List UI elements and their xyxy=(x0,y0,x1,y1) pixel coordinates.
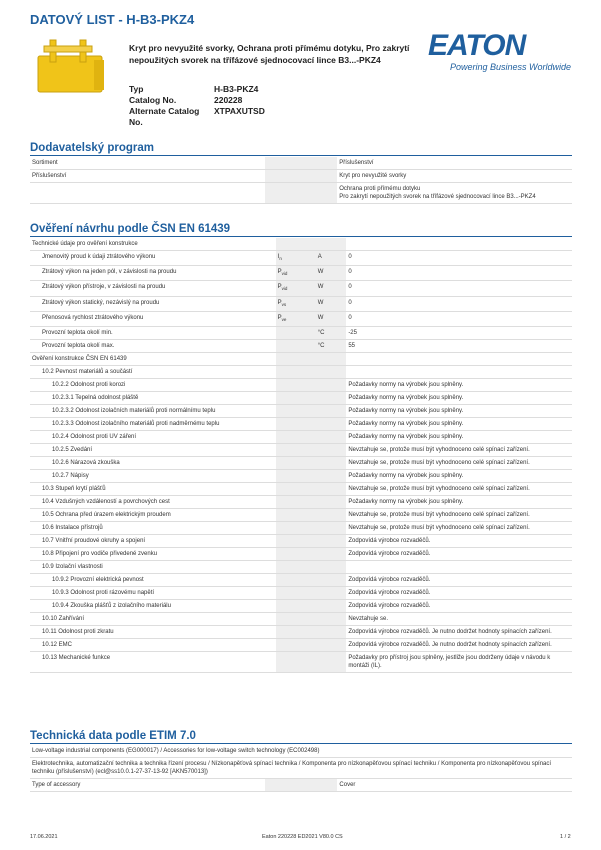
product-description: Kryt pro nevyužité svorky, Ochrana proti přímému dotyku, Pro zakrytí nepoužitých svorek na třífázové sjednocovací lince B3...-PKZ4 xyxy=(129,43,410,65)
meta-row-catalog xyxy=(129,95,294,106)
table-row xyxy=(30,482,572,495)
footer-date: 17.06.2021 xyxy=(30,834,58,840)
row-label: Příslušenství xyxy=(30,170,265,183)
row-value: Požadavky pro přístroj jsou splněny, jestliže jsou dodrženy údaje v návodu k montáži (IL). xyxy=(346,651,572,672)
row-label: 10.3 Stupeň krytí plášťů xyxy=(30,482,276,495)
row-label: 10.2.5 Zvedání xyxy=(30,443,276,456)
row-unit: W xyxy=(316,296,347,311)
table-row xyxy=(30,456,572,469)
table-row xyxy=(30,651,572,672)
row-symbol xyxy=(276,417,316,430)
row-unit xyxy=(316,404,347,417)
row-value: 0 xyxy=(346,296,572,311)
row-unit xyxy=(316,638,347,651)
row-label: Type of accessory xyxy=(30,779,265,792)
etim-heading: Technická data podle ETIM 7.0 xyxy=(30,730,196,742)
table-row xyxy=(30,508,572,521)
row-value xyxy=(346,365,572,378)
table-row xyxy=(30,404,572,417)
row-unit xyxy=(316,430,347,443)
table-row xyxy=(30,157,572,170)
row-unit xyxy=(316,560,347,573)
etim-table xyxy=(30,745,572,792)
table-row xyxy=(30,430,572,443)
table-row xyxy=(30,352,572,365)
row-symbol xyxy=(276,365,316,378)
table-row xyxy=(30,251,572,266)
table-row xyxy=(30,296,572,311)
row-unit xyxy=(306,170,337,183)
row-label: Jmenovitý proud k údaji ztrátového výkonu xyxy=(30,251,276,266)
row-value: Požadavky normy na výrobek jsou splněny. xyxy=(346,391,572,404)
etim-path-row xyxy=(30,758,572,779)
row-label: 10.2.2 Odolnost proti korozi xyxy=(30,378,276,391)
supplier-rule xyxy=(30,155,572,156)
row-symbol xyxy=(276,352,316,365)
row-label xyxy=(30,183,265,204)
row-symbol xyxy=(276,404,316,417)
row-label: 10.7 Vnitřní proudové okruhy a spojení xyxy=(30,534,276,547)
row-value: Požadavky normy na výrobek jsou splněny. xyxy=(346,469,572,482)
row-value: Ochrana proti přímému dotyku Pro zakrytí nepoužitých svorek na třífázové sjednocovací lince B3...-PKZ4 xyxy=(337,183,572,204)
row-label: 10.9.4 Zkouška plášťů z izolačního materiálu xyxy=(30,599,276,612)
meta-value: XTPAXUTSD xyxy=(214,106,265,116)
row-symbol xyxy=(276,521,316,534)
meta-row-alt-catalog xyxy=(129,106,294,128)
row-symbol xyxy=(276,651,316,672)
row-unit xyxy=(316,238,347,251)
row-value: 0 xyxy=(346,281,572,296)
row-value: 0 xyxy=(346,311,572,326)
row-symbol xyxy=(276,311,316,326)
row-value: Požadavky normy na výrobek jsou splněny. xyxy=(346,430,572,443)
row-value: Příslušenství xyxy=(337,157,572,170)
row-value: Zodpovídá výrobce rozvaděčů. xyxy=(346,547,572,560)
row-value xyxy=(346,560,572,573)
row-symbol xyxy=(276,296,316,311)
row-label: 10.2.3.1 Tepelná odolnost pláště xyxy=(30,391,276,404)
row-value: Nevztahuje se, protože musí být vyhodnoceno celé spínací zařízení. xyxy=(346,508,572,521)
row-label: 10.9 Izolační vlastnosti xyxy=(30,560,276,573)
symbol-main: P xyxy=(277,284,282,291)
row-value: Zodpovídá výrobce rozvaděčů. Je nutno dodržet hodnoty spínacích zařízení. xyxy=(346,625,572,638)
row-unit xyxy=(306,779,337,792)
row-symbol xyxy=(276,612,316,625)
table-row xyxy=(30,326,572,339)
row-symbol xyxy=(276,534,316,547)
table-row xyxy=(30,638,572,651)
etim-class-row xyxy=(30,745,572,758)
row-symbol xyxy=(276,547,316,560)
row-symbol xyxy=(276,326,316,339)
row-unit xyxy=(306,157,337,170)
row-symbol xyxy=(276,378,316,391)
row-label: 10.2.7 Nápisy xyxy=(30,469,276,482)
supplier-heading: Dodavatelský program xyxy=(30,142,154,154)
table-row xyxy=(30,311,572,326)
etim-path-text: Elektrotechnika, automatizační technika a technika řízení procesu / Nízkonapěťová spínací technika / Komponenta pro nízkonapěťovou spínací techniku / Komponenta pro nízkonapěťovou spínací techniku (příslušenství) (ecl@ss10.0.1-27-37-13-92 [AKN570013]) xyxy=(30,758,572,779)
supplier-table xyxy=(30,157,572,204)
etim-class-text: Low-voltage industrial components (EG000017) / Accessories for low-voltage switch technology (EC002498) xyxy=(30,745,572,758)
row-value: -25 xyxy=(346,326,572,339)
row-unit: W xyxy=(316,281,347,296)
row-label: Přenosová rychlost ztrátového výkonu xyxy=(30,311,276,326)
table-row xyxy=(30,625,572,638)
meta-value: H-B3-PKZ4 xyxy=(214,84,259,94)
row-unit xyxy=(306,183,337,204)
row-label: Sortiment xyxy=(30,157,265,170)
table-row xyxy=(30,170,572,183)
row-label: Ztrátový výkon statický, nezávislý na proudu xyxy=(30,296,276,311)
symbol-subscript: vid xyxy=(281,271,288,277)
table-row xyxy=(30,560,572,573)
table-row xyxy=(30,281,572,296)
row-label: 10.9.3 Odolnost proti rázovému napětí xyxy=(30,586,276,599)
row-label: 10.5 Ochrana před úrazem elektrickým proudem xyxy=(30,508,276,521)
row-label: Ověření konstrukce ČSN EN 61439 xyxy=(30,352,276,365)
table-row xyxy=(30,612,572,625)
meta-value: 220228 xyxy=(214,95,243,105)
table-row xyxy=(30,443,572,456)
row-value: Zodpovídá výrobce rozvaděčů. xyxy=(346,573,572,586)
row-value xyxy=(346,352,572,365)
symbol-subscript: n xyxy=(279,256,282,262)
row-value: Nevztahuje se, protože musí být vyhodnoceno celé spínací zařízení. xyxy=(346,521,572,534)
row-unit xyxy=(316,521,347,534)
row-value: Nevztahuje se, protože musí být vyhodnoceno celé spínací zařízení. xyxy=(346,443,572,456)
row-label: Ztrátový výkon přístroje, v závislosti na proudu xyxy=(30,281,276,296)
row-symbol xyxy=(265,779,306,792)
row-value: Zodpovídá výrobce rozvaděčů. xyxy=(346,534,572,547)
row-symbol xyxy=(276,599,316,612)
row-value: Požadavky normy na výrobek jsou splněny. xyxy=(346,417,572,430)
row-symbol xyxy=(276,469,316,482)
row-symbol xyxy=(276,508,316,521)
row-symbol xyxy=(276,560,316,573)
row-symbol xyxy=(276,456,316,469)
row-unit xyxy=(316,651,347,672)
row-symbol xyxy=(265,170,306,183)
row-symbol xyxy=(276,266,316,281)
row-value: Požadavky normy na výrobek jsou splněny. xyxy=(346,495,572,508)
table-row xyxy=(30,365,572,378)
page-title: DATOVÝ LIST - H-B3-PKZ4 xyxy=(30,12,195,27)
row-unit xyxy=(316,378,347,391)
symbol-main: P xyxy=(277,314,282,321)
row-unit xyxy=(316,599,347,612)
table-row xyxy=(30,534,572,547)
table-row xyxy=(30,339,572,352)
row-symbol xyxy=(276,339,316,352)
table-row xyxy=(30,599,572,612)
row-symbol xyxy=(276,251,316,266)
row-unit xyxy=(316,547,347,560)
row-label: 10.9.2 Provozní elektrická pevnost xyxy=(30,573,276,586)
table-row xyxy=(30,183,572,204)
row-value: Požadavky normy na výrobek jsou splněny. xyxy=(346,378,572,391)
logo-text: EATON xyxy=(428,29,526,62)
row-label: 10.11 Odolnost proti zkratu xyxy=(30,625,276,638)
row-label: 10.2.3.2 Odolnost izolačních materiálů proti normálnímu teplu xyxy=(30,404,276,417)
row-value: 0 xyxy=(346,266,572,281)
row-unit: °C xyxy=(316,339,347,352)
row-symbol xyxy=(265,183,306,204)
row-label: 10.2.6 Nárazová zkouška xyxy=(30,456,276,469)
etim-rule xyxy=(30,743,572,744)
row-unit xyxy=(316,612,347,625)
row-unit xyxy=(316,469,347,482)
row-unit xyxy=(316,365,347,378)
row-label: 10.8 Připojení pro vodiče přivedené zvenku xyxy=(30,547,276,560)
row-symbol xyxy=(276,586,316,599)
row-symbol xyxy=(276,482,316,495)
row-value: Zodpovídá výrobce rozvaděčů. Je nutno dodržet hodnoty spínacích zařízení. xyxy=(346,638,572,651)
table-row xyxy=(30,586,572,599)
table-row xyxy=(30,266,572,281)
table-row xyxy=(30,378,572,391)
table-row xyxy=(30,521,572,534)
row-label: 10.2.4 Odolnost proti UV záření xyxy=(30,430,276,443)
footer-page: 1 / 2 xyxy=(560,834,571,840)
table-row xyxy=(30,238,572,251)
symbol-subscript: vs xyxy=(281,301,287,307)
row-label: 10.13 Mechanické funkce xyxy=(30,651,276,672)
row-label: 10.10 Zahřívání xyxy=(30,612,276,625)
row-symbol xyxy=(276,625,316,638)
row-symbol xyxy=(276,281,316,296)
row-label: 10.2 Pevnost materiálů a součástí xyxy=(30,365,276,378)
row-label: Provozní teplota okolí min. xyxy=(30,326,276,339)
row-unit xyxy=(316,495,347,508)
row-symbol xyxy=(276,573,316,586)
row-unit: °C xyxy=(316,326,347,339)
symbol-main: I xyxy=(277,254,280,260)
row-value: Zodpovídá výrobce rozvaděčů. xyxy=(346,599,572,612)
meta-key: Typ xyxy=(129,84,144,94)
row-label: Provozní teplota okolí max. xyxy=(30,339,276,352)
row-symbol xyxy=(265,157,306,170)
row-label: 10.2.3.3 Odolnost izolačního materiálů proti nadměrnému teplu xyxy=(30,417,276,430)
row-unit: W xyxy=(316,266,347,281)
row-label: 10.12 EMC xyxy=(30,638,276,651)
design-table xyxy=(30,238,572,673)
design-rule xyxy=(30,236,572,237)
row-unit: A xyxy=(316,251,347,266)
meta-key: Alternate Catalog No. xyxy=(129,106,200,127)
product-image xyxy=(34,38,112,96)
row-symbol xyxy=(276,430,316,443)
table-row xyxy=(30,547,572,560)
row-value: Požadavky normy na výrobek jsou splněny. xyxy=(346,404,572,417)
row-value: Nevztahuje se, protože musí být vyhodnoceno celé spínací zařízení. xyxy=(346,482,572,495)
row-unit xyxy=(316,443,347,456)
row-unit xyxy=(316,508,347,521)
row-value: 55 xyxy=(346,339,572,352)
symbol-main: P xyxy=(277,299,282,306)
eaton-logo xyxy=(428,30,573,72)
row-value: 0 xyxy=(346,251,572,266)
row-label: 10.6 Instalace přístrojů xyxy=(30,521,276,534)
row-unit xyxy=(316,534,347,547)
row-unit xyxy=(316,417,347,430)
table-row xyxy=(30,417,572,430)
row-value: Nevztahuje se, protože musí být vyhodnoceno celé spínací zařízení. xyxy=(346,456,572,469)
table-row xyxy=(30,573,572,586)
meta-key: Catalog No. xyxy=(129,95,177,105)
row-unit xyxy=(316,352,347,365)
table-row xyxy=(30,779,572,792)
table-row xyxy=(30,391,572,404)
row-symbol xyxy=(276,443,316,456)
row-value: Cover xyxy=(337,779,572,792)
symbol-subscript: ve xyxy=(281,316,287,322)
row-value: Kryt pro nevyužité svorky xyxy=(337,170,572,183)
symbol-main: P xyxy=(277,269,282,276)
row-label: 10.4 Vzdušných vzdáleností a povrchových cest xyxy=(30,495,276,508)
table-row xyxy=(30,469,572,482)
row-value: Zodpovídá výrobce rozvaděčů. xyxy=(346,586,572,599)
symbol-subscript: vid xyxy=(281,286,288,292)
row-unit xyxy=(316,391,347,404)
footer-document-id: Eaton 220228 ED2021 V80.0 CS xyxy=(262,834,343,840)
row-unit xyxy=(316,573,347,586)
row-unit xyxy=(316,625,347,638)
meta-row-type xyxy=(129,84,294,95)
row-label: Ztrátový výkon na jeden pól, v závislosti na proudu xyxy=(30,266,276,281)
row-unit xyxy=(316,456,347,469)
row-unit xyxy=(316,586,347,599)
row-symbol xyxy=(276,238,316,251)
row-unit xyxy=(316,482,347,495)
design-heading: Ověření návrhu podle ČSN EN 61439 xyxy=(30,223,231,235)
row-value: Nevztahuje se. xyxy=(346,612,572,625)
row-unit: W xyxy=(316,311,347,326)
table-row xyxy=(30,495,572,508)
row-value xyxy=(346,238,572,251)
logo-tagline: Powering Business Worldwide xyxy=(450,62,572,72)
row-symbol xyxy=(276,495,316,508)
row-symbol xyxy=(276,391,316,404)
product-meta xyxy=(129,84,294,128)
row-symbol xyxy=(276,638,316,651)
row-label: Technické údaje pro ověření konstrukce xyxy=(30,238,276,251)
